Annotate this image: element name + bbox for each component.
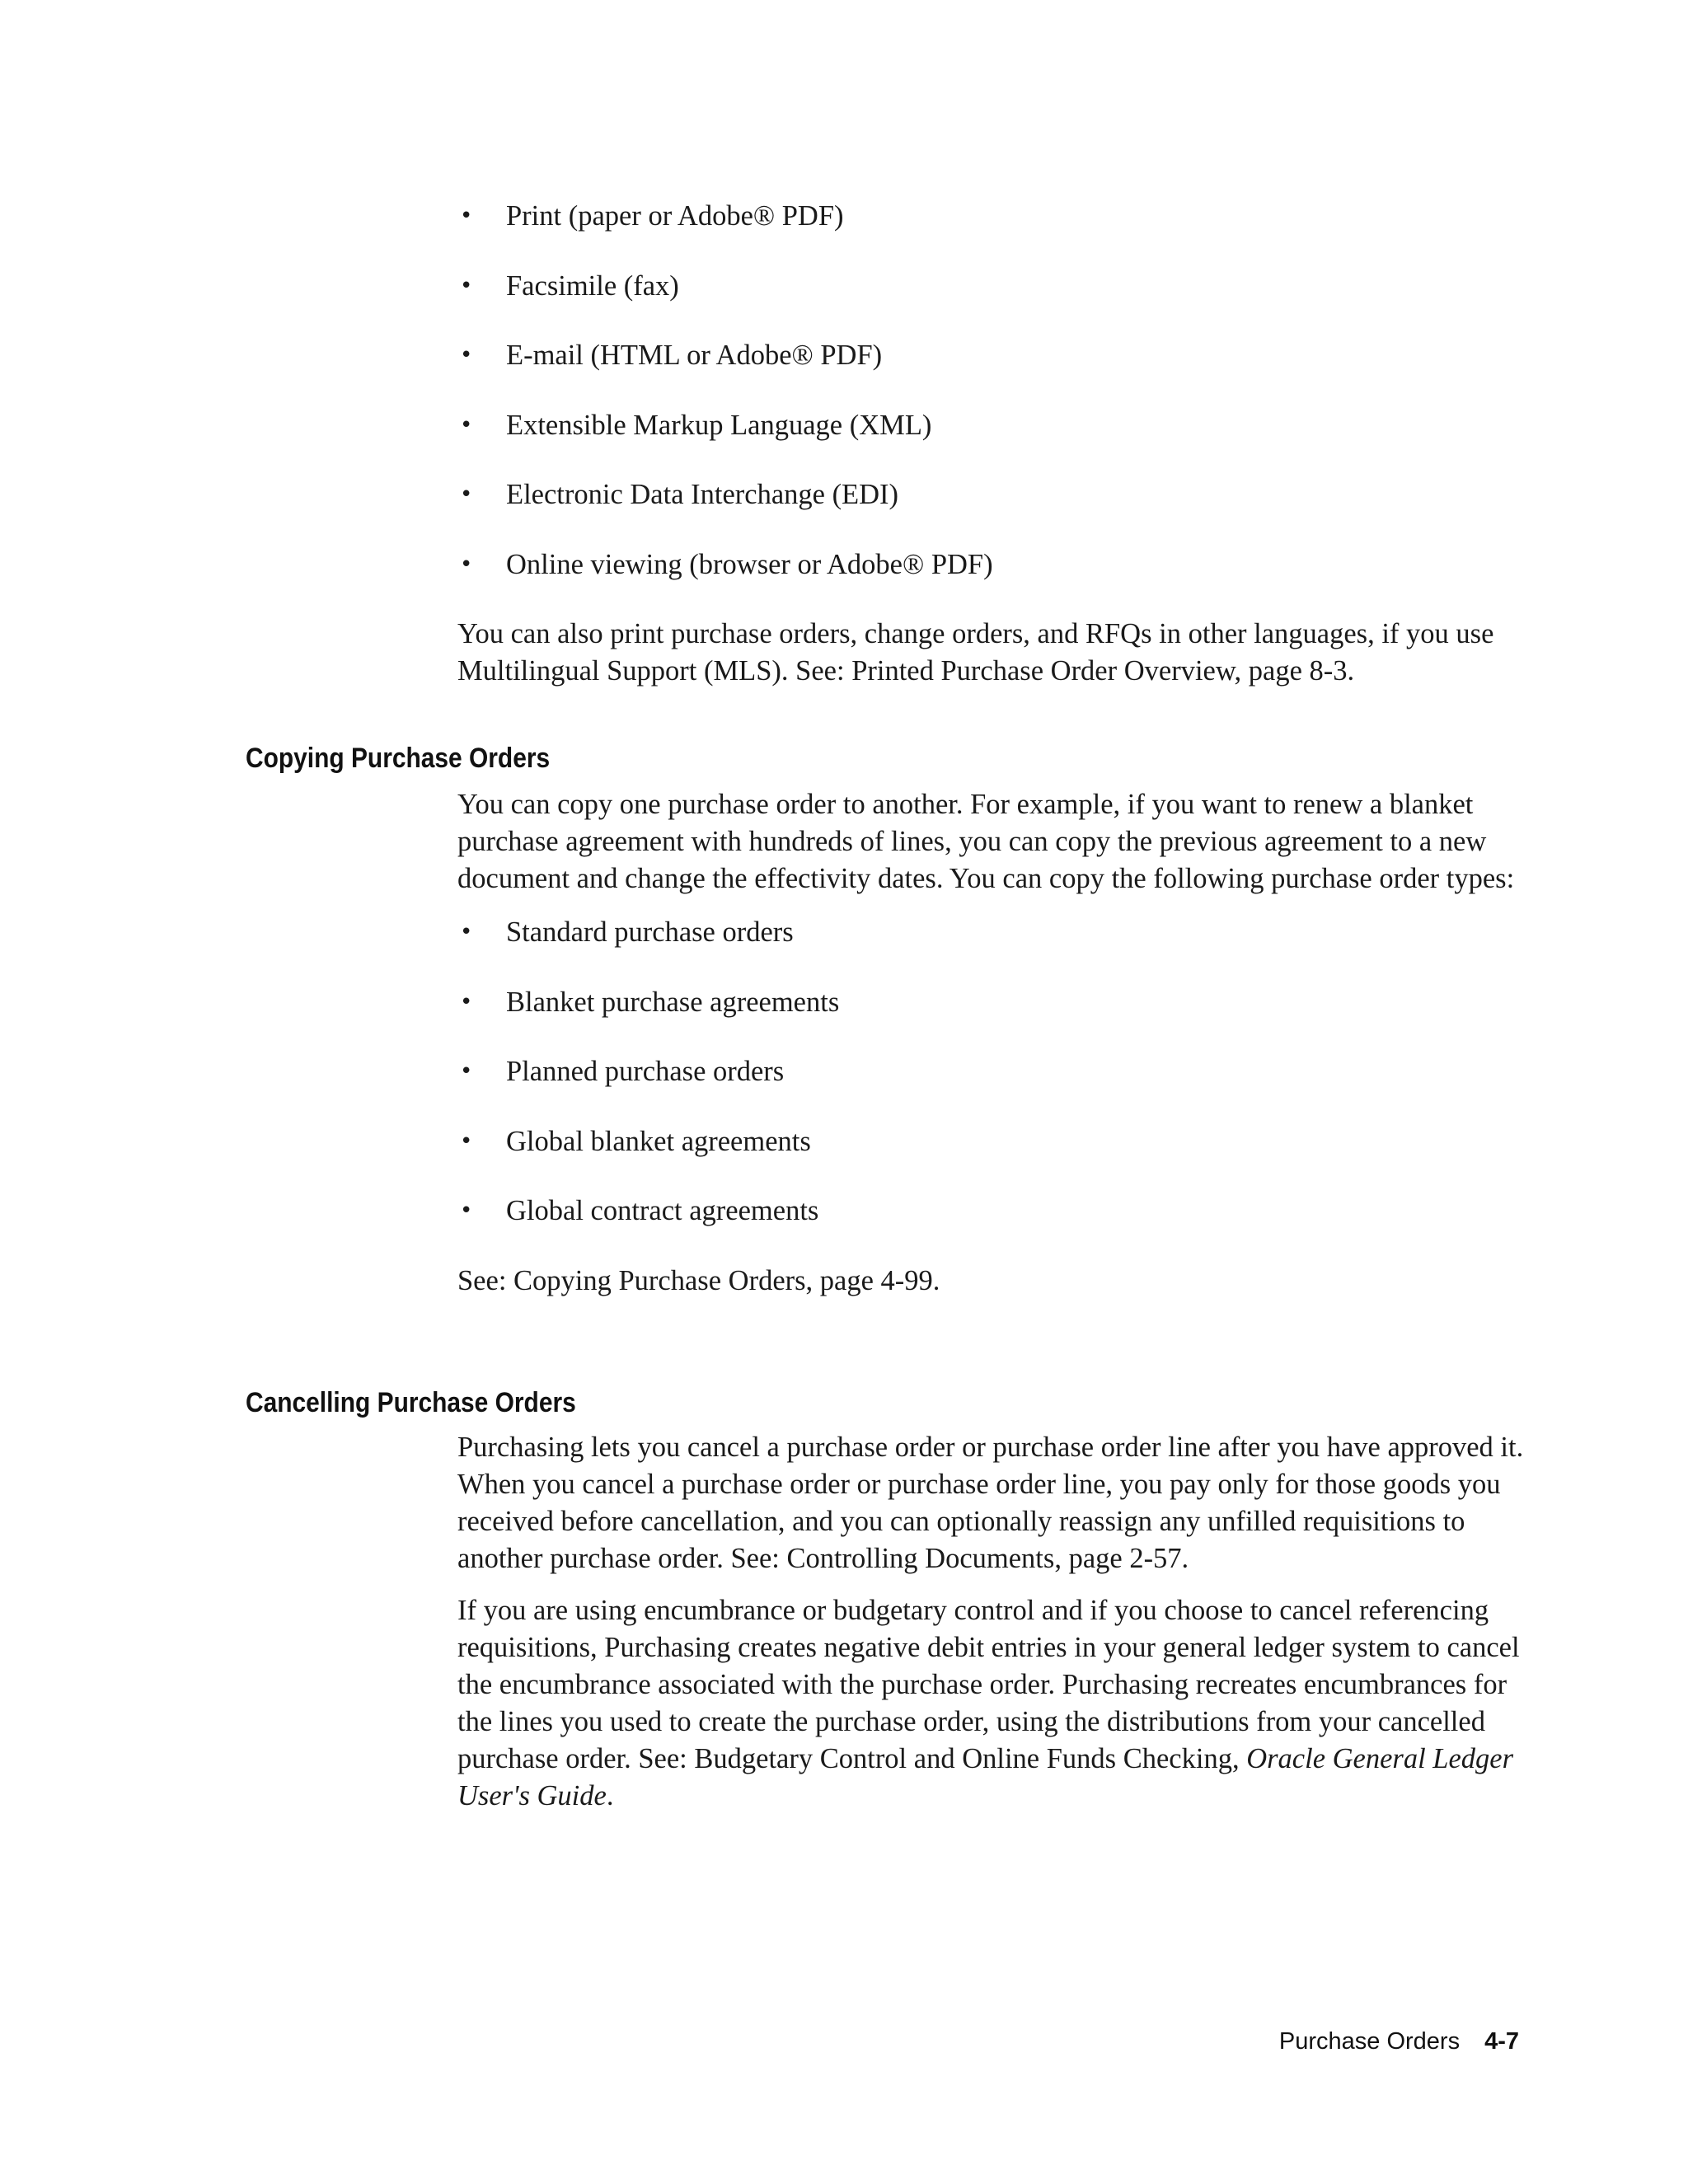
- list-item: • Extensible Markup Language (XML): [457, 407, 1529, 477]
- list-item: • Standard purchase orders: [457, 914, 1529, 984]
- bullet-icon: •: [460, 920, 473, 944]
- cancelling-paragraph-2: If you are using encumbrance or budgetary control and if you choose to cancel referencing requisitions, Purchasing creates negative debit entries in your general ledger system to cancel the encumbrance associated with the purchase order. Purchasing recreates encumbrances for the lines you used to create the purchase order, using the distributions from your cancelled purchase order. See: Budgetary Control and Online Funds Checking, Oracle General Ledger User's Guide.: [457, 1595, 1520, 1811]
- intro-paragraph: You can also print purchase orders, change orders, and RFQs in other languages, if you use Multilingual Support (MLS). See: Printed Purchase Order Overview, page 8-3.: [457, 618, 1494, 687]
- bullet-icon: •: [460, 1059, 473, 1084]
- list-item: • Blanket purchase agreements: [457, 984, 1529, 1054]
- bullet-icon: •: [460, 989, 473, 1015]
- bullet-icon: •: [460, 1198, 473, 1223]
- output-methods-list: [457, 198, 1529, 616]
- cancelling-paragraph-1: Purchasing lets you cancel a purchase order or purchase order line after you have approved it. When you cancel a purchase order or purchase order line, you pay only for those goods you received before cancellation, and you can optionally reassign any unfilled requisitions to another purchase order. See: Controlling Documents, page 2-57.: [457, 1432, 1524, 1574]
- copying-heading: Copying Purchase Orders: [246, 743, 551, 774]
- copying-see-also: See: Copying Purchase Orders, page 4-99.: [457, 1264, 940, 1296]
- cancelling-heading: Cancelling Purchase Orders: [246, 1387, 576, 1418]
- bullet-icon: •: [460, 412, 473, 438]
- list-item: • Electronic Data Interchange (EDI): [457, 476, 1529, 546]
- bullet-icon: •: [460, 204, 473, 228]
- bullet-icon: •: [460, 1128, 473, 1154]
- list-item: • Facsimile (fax): [457, 268, 1529, 338]
- list-item: • Global blanket agreements: [457, 1123, 1529, 1193]
- list-item: • Print (paper or Adobe® PDF): [457, 198, 1529, 268]
- copy-types-list: [457, 914, 1529, 1263]
- copying-paragraph: You can copy one purchase order to another. For example, if you want to renew a blanket purchase agreement with hundreds of lines, you can copy the previous agreement to a new document and change the effectivity dates. You can copy the following purchase order types:: [457, 789, 1515, 894]
- footer-section-title: Purchase Orders: [1278, 2028, 1461, 2055]
- bullet-icon: •: [460, 482, 473, 507]
- list-item: • Online viewing (browser or Adobe® PDF): [457, 546, 1529, 616]
- cancelling-section: [457, 1429, 1529, 1815]
- page-number: 4-7: [1484, 2028, 1519, 2055]
- list-item: • Planned purchase orders: [457, 1053, 1529, 1123]
- book-title: Oracle General Ledger User's Guide: [457, 1743, 1514, 1811]
- list-item: • E-mail (HTML or Adobe® PDF): [457, 337, 1529, 407]
- page-footer: [1279, 2025, 1519, 2058]
- bullet-icon: •: [460, 343, 473, 368]
- bullet-icon: •: [460, 551, 473, 577]
- copying-section: [457, 786, 1529, 1300]
- bullet-icon: •: [460, 273, 473, 298]
- output-methods-section: [457, 198, 1529, 690]
- list-item: • Global contract agreements: [457, 1193, 1529, 1263]
